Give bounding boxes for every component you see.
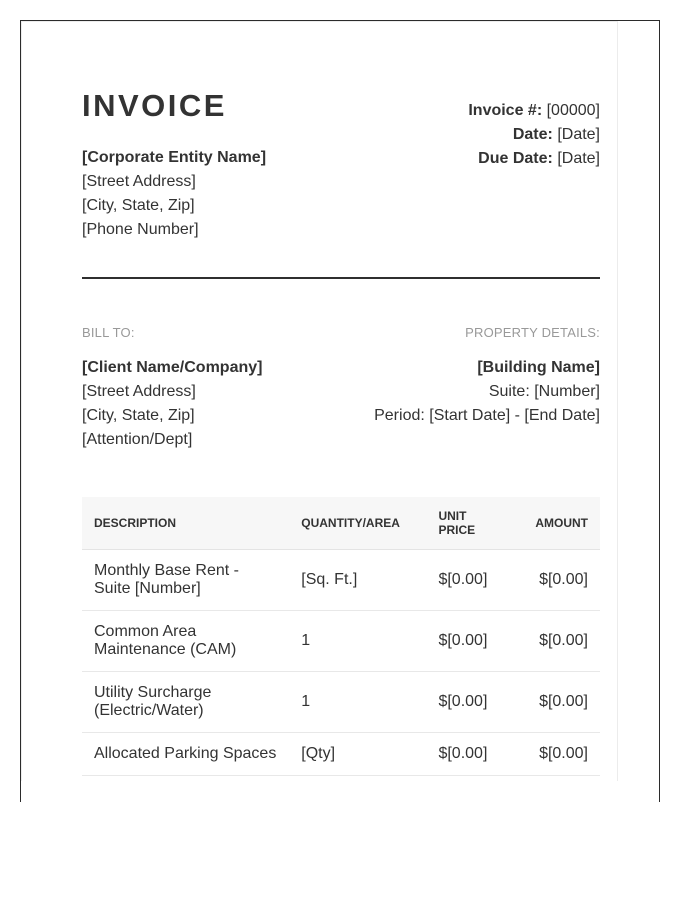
table-header-row: [82, 497, 600, 550]
row-quantity: [Sq. Ft.]: [289, 550, 426, 611]
row-amount: $[0.00]: [523, 550, 600, 611]
row-unit-price: $[0.00]: [426, 611, 523, 672]
sender-street: [Street Address]: [82, 173, 196, 190]
invoice-number-value: [00000]: [546, 102, 600, 119]
table-row: [82, 733, 600, 776]
header-amount: AMOUNT: [523, 497, 600, 550]
row-amount: $[0.00]: [523, 672, 600, 733]
sender-city: [City, State, Zip]: [82, 197, 195, 214]
invoice-number-label: Invoice #:: [468, 102, 543, 119]
invoice-due-date-value: [Date]: [557, 150, 600, 167]
sender-entity-name: [Corporate Entity Name]: [82, 149, 267, 166]
row-quantity: 1: [289, 672, 426, 733]
invoice-date-value: [Date]: [557, 126, 600, 143]
table-row: [82, 611, 600, 672]
invoice-due-date-label: Due Date:: [478, 150, 553, 167]
row-unit-price: $[0.00]: [426, 733, 523, 776]
row-quantity: 1: [289, 611, 426, 672]
table-row: [82, 672, 600, 733]
row-description: Allocated Parking Spaces: [82, 733, 289, 776]
property-details-label: PROPERTY DETAILS:: [465, 325, 600, 340]
invoice-date-line: [468, 123, 600, 147]
invoice-date-label: Date:: [512, 126, 553, 143]
header-unit-price-line1: UNIT: [438, 509, 467, 523]
bill-to-label: BILL TO:: [82, 325, 135, 340]
row-unit-price: $[0.00]: [426, 550, 523, 611]
row-description: Utility Surcharge (Electric/Water): [82, 672, 289, 733]
client-city: [City, State, Zip]: [82, 407, 195, 424]
row-amount: $[0.00]: [523, 611, 600, 672]
header-unit-price-line2: PRICE: [438, 523, 476, 537]
invoice-meta: [468, 99, 600, 171]
line-items-table: [82, 497, 600, 776]
row-unit-price: $[0.00]: [426, 672, 523, 733]
sender-phone: [Phone Number]: [82, 221, 199, 238]
header-divider: [82, 277, 600, 279]
invoice-due-date-line: [468, 147, 600, 171]
billing-period: Period: [Start Date] - [End Date]: [374, 407, 600, 424]
client-street: [Street Address]: [82, 383, 196, 400]
header-description: DESCRIPTION: [82, 497, 289, 550]
row-description: Common Area Maintenance (CAM): [82, 611, 289, 672]
invoice-number-line: [468, 99, 600, 123]
row-description: Monthly Base Rent - Suite [Number]: [82, 550, 289, 611]
suite-number: Suite: [Number]: [488, 383, 600, 400]
client-name: [Client Name/Company]: [82, 359, 263, 376]
header-quantity: QUANTITY/AREA: [289, 497, 426, 550]
property-details-block: [374, 321, 600, 428]
row-amount: $[0.00]: [523, 733, 600, 776]
row-quantity: [Qty]: [289, 733, 426, 776]
building-name: [Building Name]: [477, 359, 600, 376]
sender-address: [82, 146, 266, 242]
table-row: [82, 550, 600, 611]
invoice-title: INVOICE: [82, 88, 227, 123]
header-unit-price: [426, 497, 523, 550]
bill-to-block: [82, 321, 262, 452]
client-attention: [Attention/Dept]: [82, 431, 193, 448]
